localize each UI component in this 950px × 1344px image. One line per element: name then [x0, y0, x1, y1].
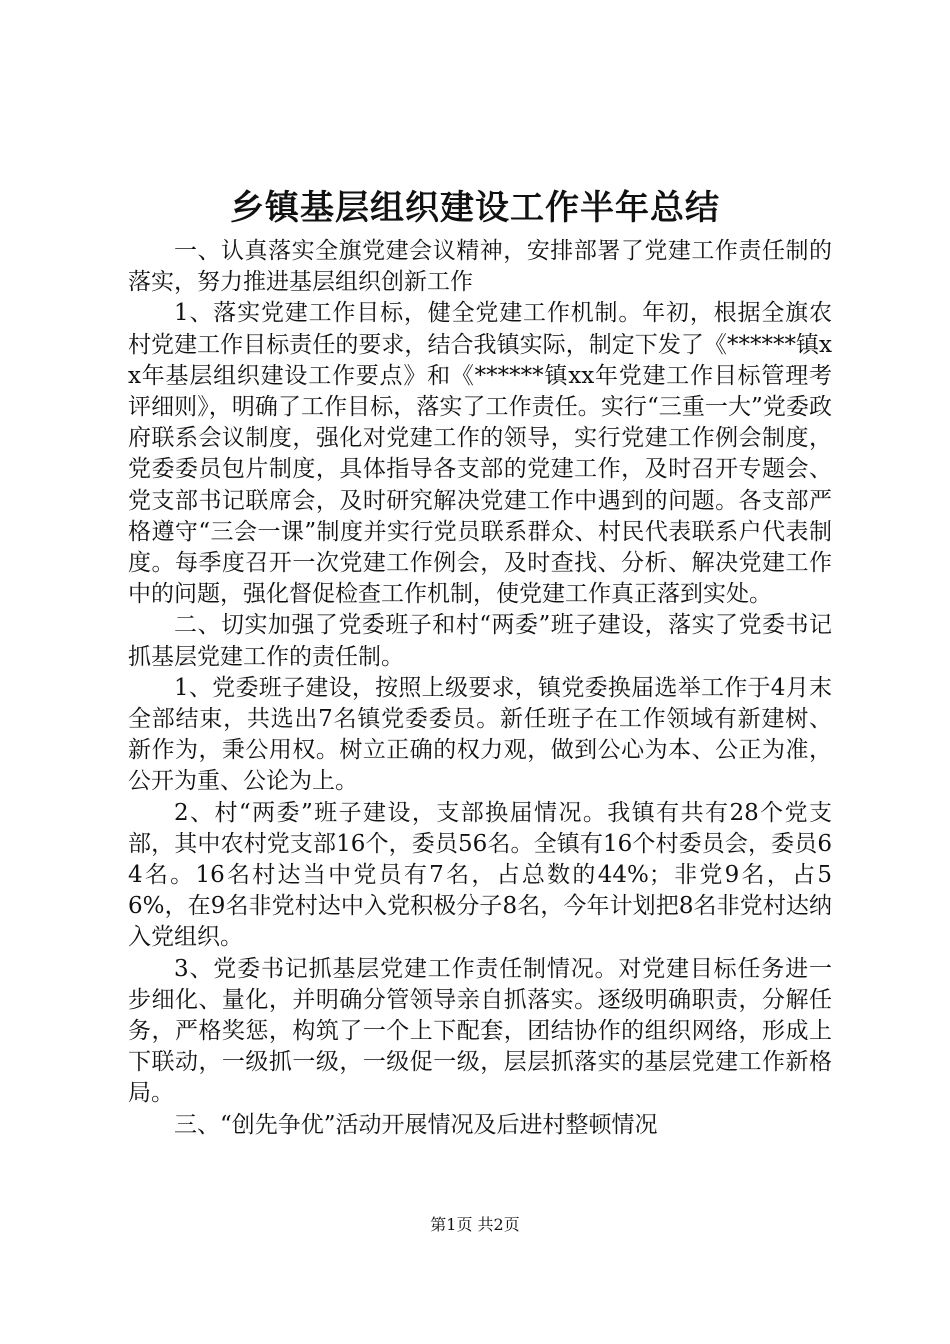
paragraph-item-1-1: 1、落实党建工作目标，健全党建工作机制。年初，根据全旗农村党建工作目标责任的要求，结合我镇实际，制定下发了《******镇xx年基层组织建设工作要点》和《******镇xx年党建工作目标管理考评细则》，明确了工作目标，落实了工作责任。实行“三重一大”党委政府联系会议制度，强化对党建工作的领导，实行党建工作例会制度，党委委员包片制度，具体指导各支部的党建工作，及时召开专题会、党支部书记联席会，及时研究解决党建工作中遇到的问题。各支部严格遵守“三会一课”制度并实行党员联系群众、村民代表联系户代表制度。每季度召开一次党建工作例会，及时查找、分析、解决党建工作中的问题，强化督促检查工作机制，使党建工作真正落到实处。 — [128, 300, 832, 608]
paragraph-section-2-heading: 二、切实加强了党委班子和村“两委”班子建设，落实了党委书记抓基层党建工作的责任制。 — [128, 612, 832, 670]
page-number-footer: 第1页 共2页 — [430, 1215, 520, 1234]
paragraph-item-2-1: 1、党委班子建设，按照上级要求，镇党委换届选举工作于4月末全部结束，共选出7名镇党委委员。新任班子在工作领域有新建树、新作为，秉公用权。树立正确的权力观，做到公心为本、公正为准，公开为重、公论为上。 — [128, 674, 832, 795]
document-title: 乡镇基层组织建设工作半年总结 — [230, 188, 720, 228]
paragraph-section-1-heading: 一、认真落实全旗党建会议精神，安排部署了党建工作责任制的落实，努力推进基层组织创新工作 — [128, 238, 832, 296]
paragraph-section-3-heading: 三、“创先争优”活动开展情况及后进村整顿情况 — [174, 1111, 658, 1138]
paragraph-item-2-3: 3、党委书记抓基层党建工作责任制情况。对党建目标任务进一步细化、量化，并明确分管领导亲自抓落实。逐级明确职责，分解任务，严格奖惩，构筑了一个上下配套，团结协作的组织网络，形成上下联动，一级抓一级，一级促一级，层层抓落实的基层党建工作新格局。 — [128, 955, 832, 1107]
paragraph-item-2-2: 2、村“两委”班子建设，支部换届情况。我镇有共有28个党支部，其中农村党支部16个，委员56名。全镇有16个村委员会，委员64名。16名村达当中党员有7名，占总数的44%；非党9名，占56%，在9名非党村达中入党积极分子8名，今年计划把8名非党村达纳入党组织。 — [128, 799, 832, 951]
document-body — [128, 236, 832, 1141]
